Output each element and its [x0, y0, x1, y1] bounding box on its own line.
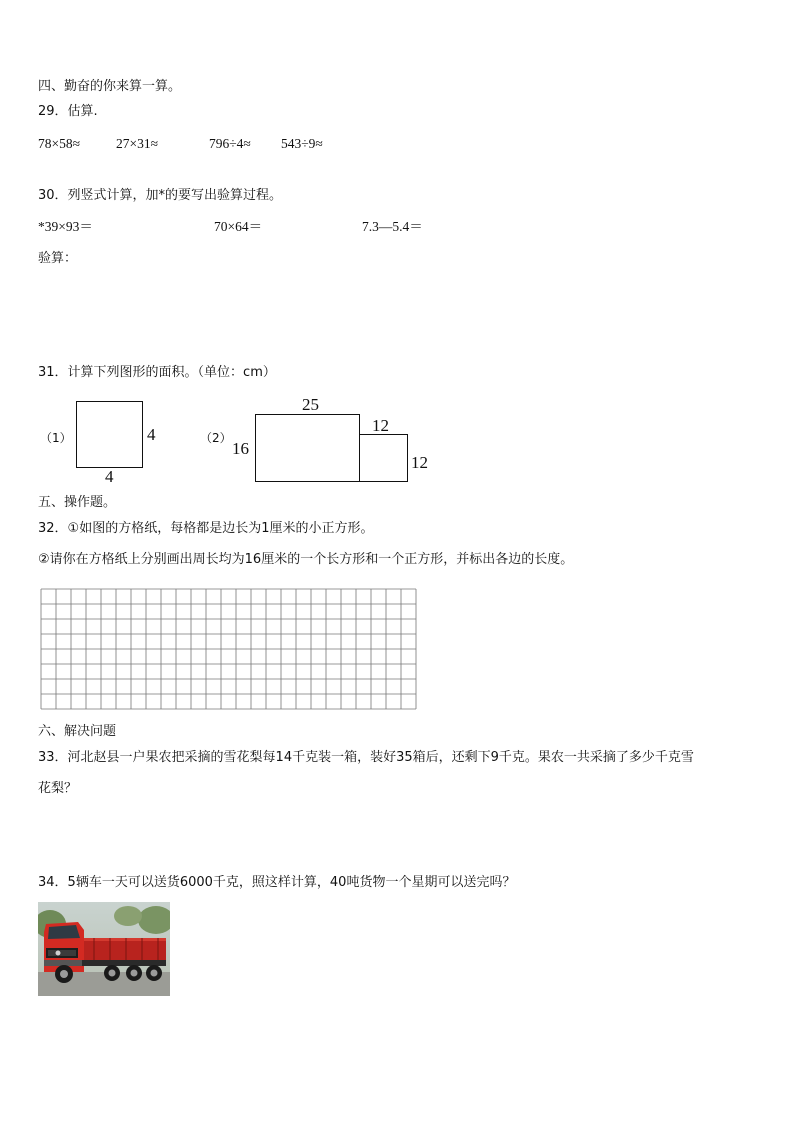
section-4-heading: 四、勤奋的你来算一算。: [38, 79, 182, 94]
fig1-side-bottom: 4: [105, 467, 114, 486]
q29-item-3: 796÷4≈: [209, 136, 251, 151]
fig1-square: [76, 401, 143, 468]
q30-check-label: 验算：: [38, 251, 78, 266]
fig2-small-square: [359, 434, 408, 482]
truck-photo: [38, 902, 170, 996]
q31-title: 31．计算下列图形的面积。（单位：cm）: [38, 365, 276, 380]
q34-text: 34．5辆车一天可以送货6000千克，照这样计算，40吨货物一个星期可以送完吗？: [38, 875, 516, 890]
q32-line-2: ②请你在方格纸上分别画出周长均为16厘米的一个长方形和一个正方形，并标出各边的长度。: [38, 552, 574, 567]
q29-item-1: 78×58≈: [38, 136, 81, 151]
q29-item-4: 543÷9≈: [281, 136, 323, 151]
fig2-small-top: 12: [372, 416, 389, 435]
q30-item-1: *39×93＝: [38, 219, 93, 234]
q30-item-3: 7.3—5.4＝: [362, 219, 423, 234]
fig1-label: （1）: [40, 431, 72, 445]
fig2-big-top: 25: [302, 395, 319, 414]
fig1-side-right: 4: [147, 425, 156, 444]
fig2-big-rectangle: [255, 414, 360, 482]
fig2-big-left: 16: [232, 439, 249, 458]
square-grid-paper[interactable]: [40, 588, 418, 710]
section-5-heading: 五、操作题。: [38, 495, 117, 510]
q30-item-2: 70×64＝: [214, 219, 263, 234]
section-6-heading: 六、解决问题: [38, 724, 117, 739]
q29-item-2: 27×31≈: [116, 136, 159, 151]
q33-line-1: 33．河北赵县一户果农把采摘的雪花梨每14千克装一箱，装好35箱后，还剩下9千克。果农一共采摘了多少千克雪: [38, 750, 694, 765]
q32-line-1: 32．①如图的方格纸，每格都是边长为1厘米的小正方形。: [38, 521, 374, 536]
q33-line-2: 花梨？: [38, 781, 78, 796]
q30-title: 30．列竖式计算，加*的要写出验算过程。: [38, 188, 283, 203]
fig2-small-right: 12: [411, 453, 428, 472]
q29-title: 29．估算.: [38, 104, 98, 119]
fig2-label: （2）: [200, 431, 232, 445]
